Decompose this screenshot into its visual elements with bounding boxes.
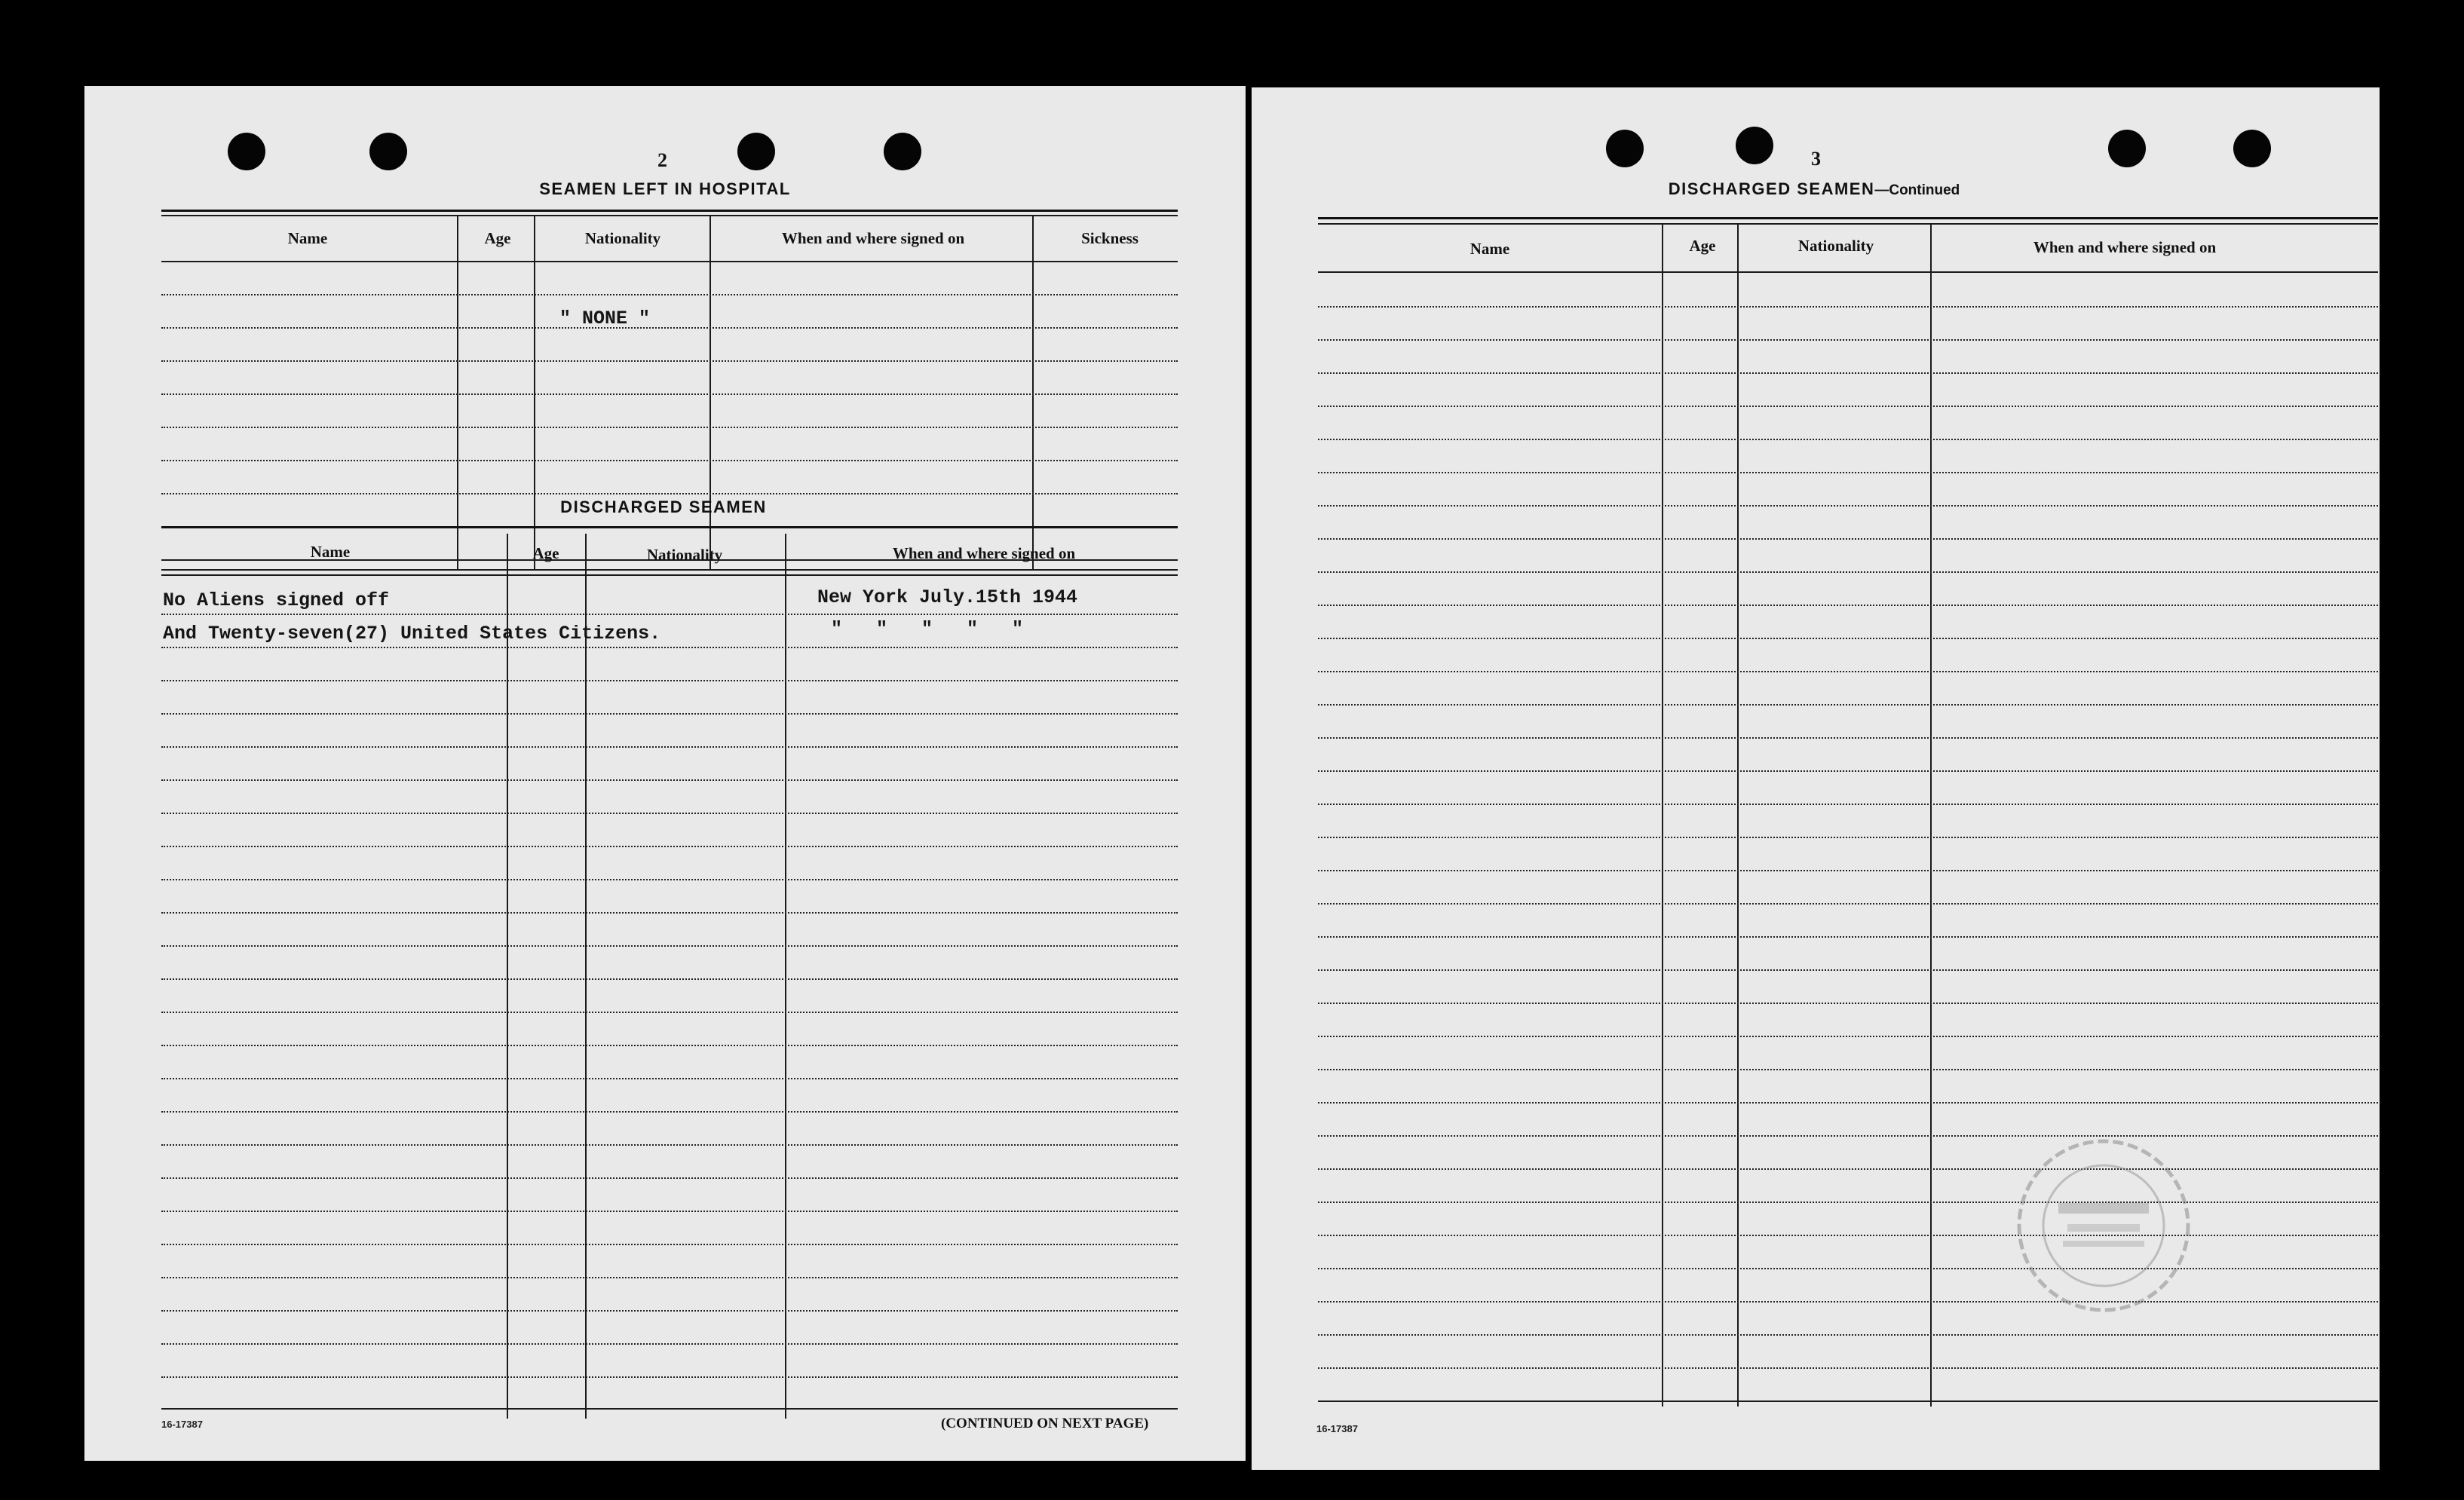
column-divider <box>534 215 535 569</box>
table-rule <box>161 215 1178 216</box>
header-rule <box>161 261 1178 262</box>
table-rule <box>1318 223 2378 225</box>
page-number: 2 <box>657 149 667 171</box>
column-divider <box>1737 223 1739 1407</box>
col-header-name: Name <box>1470 240 1510 258</box>
row-rule <box>161 1078 1178 1079</box>
table-bottom-rule <box>161 1408 1178 1410</box>
punch-hole <box>2108 130 2146 167</box>
row-rule <box>1318 1036 2378 1037</box>
column-divider <box>507 534 508 1419</box>
row-rule <box>161 460 1178 461</box>
page-number: 3 <box>1811 148 1821 170</box>
form-number: 16-17387 <box>1316 1423 1358 1434</box>
row-rule <box>161 1012 1178 1013</box>
col-header-nationality: Nationality <box>646 546 723 564</box>
row-rule <box>161 614 1178 615</box>
page-title-main: DISCHARGED SEAMEN <box>1668 179 1875 198</box>
row-rule <box>161 1177 1178 1179</box>
row-rule <box>1318 903 2378 905</box>
row-rule <box>161 1277 1178 1278</box>
hospital-section-title: SEAMEN LEFT IN HOSPITAL <box>539 179 791 198</box>
row-rule <box>161 360 1178 362</box>
row-rule <box>161 327 1178 329</box>
row-rule <box>161 1045 1178 1046</box>
col-header-sickness: Sickness <box>1081 229 1139 247</box>
row-rule <box>1318 837 2378 838</box>
row-rule <box>1318 1367 2378 1369</box>
row-rule <box>1318 870 2378 871</box>
row-rule <box>1318 704 2378 706</box>
row-rule <box>1318 372 2378 374</box>
row-rule <box>161 294 1178 295</box>
hospital-none-entry: " NONE " <box>559 308 651 329</box>
row-rule <box>1318 1069 2378 1070</box>
page-title-suffix: —Continued <box>1874 182 1960 198</box>
col-header-name: Name <box>287 229 328 247</box>
header-rule <box>161 574 1178 576</box>
row-rule <box>1318 804 2378 805</box>
row-rule <box>1318 671 2378 672</box>
row-rule <box>161 713 1178 715</box>
table-rule <box>1318 217 2378 219</box>
section-rule <box>161 569 1178 571</box>
continued-note: (CONTINUED ON NEXT PAGE) <box>941 1416 1149 1431</box>
column-divider <box>785 534 786 1419</box>
row-rule <box>161 1343 1178 1345</box>
discharged-row-when-where: " " " " " <box>831 618 1024 640</box>
row-rule <box>161 912 1178 914</box>
row-rule <box>1318 439 2378 440</box>
column-divider <box>585 534 587 1419</box>
row-rule <box>1318 605 2378 606</box>
row-rule <box>161 1144 1178 1146</box>
row-rule <box>161 746 1178 748</box>
row-rule <box>1318 770 2378 772</box>
col-header-age: Age <box>484 229 511 247</box>
row-rule <box>1318 306 2378 308</box>
punch-hole <box>369 133 407 170</box>
col-header-when-where: When and where signed on <box>892 544 1076 562</box>
row-rule <box>1318 406 2378 407</box>
row-rule <box>161 1111 1178 1113</box>
row-rule <box>161 978 1178 980</box>
punch-hole <box>2233 130 2271 167</box>
punch-hole <box>228 133 265 170</box>
row-rule <box>1318 737 2378 739</box>
row-rule <box>161 493 1178 494</box>
punch-hole <box>737 133 775 170</box>
row-rule <box>1318 1202 2378 1203</box>
row-rule <box>161 1211 1178 1212</box>
col-header-nationality: Nationality <box>584 229 661 247</box>
row-rule <box>1318 969 2378 971</box>
col-header-when-where: When and where signed on <box>2033 238 2217 256</box>
col-header-age: Age <box>1689 237 1716 255</box>
row-rule <box>1318 472 2378 473</box>
page-title <box>1669 179 1960 199</box>
column-divider <box>1032 215 1034 569</box>
row-rule <box>161 879 1178 880</box>
row-rule <box>1318 538 2378 540</box>
left-page <box>84 86 1246 1461</box>
row-rule <box>161 1244 1178 1245</box>
row-rule <box>1318 1168 2378 1170</box>
office-stamp <box>2006 1128 2202 1324</box>
discharged-row-when-where: New York July.15th 1944 <box>817 586 1078 608</box>
punch-hole <box>1606 130 1644 167</box>
row-rule <box>161 427 1178 428</box>
discharged-row-name: No Aliens signed off <box>163 589 390 611</box>
column-divider <box>457 215 458 569</box>
col-header-name: Name <box>310 543 351 561</box>
row-rule <box>161 779 1178 781</box>
row-rule <box>161 846 1178 847</box>
col-header-age: Age <box>532 544 559 562</box>
discharged-row-name: And Twenty-seven(27) United States Citizens. <box>163 623 661 644</box>
punch-hole <box>884 133 921 170</box>
punch-hole <box>1736 127 1773 164</box>
row-rule <box>161 680 1178 681</box>
row-rule <box>1318 1301 2378 1303</box>
row-rule <box>1318 1235 2378 1236</box>
row-rule <box>1318 1268 2378 1269</box>
column-divider <box>1662 223 1663 1407</box>
table-rule <box>161 210 1178 212</box>
row-rule <box>161 1376 1178 1378</box>
header-rule <box>1318 271 2378 273</box>
row-rule <box>1318 339 2378 341</box>
row-rule <box>1318 1102 2378 1104</box>
table-rule <box>161 526 1178 528</box>
row-rule <box>1318 1135 2378 1137</box>
row-rule <box>1318 638 2378 639</box>
col-header-nationality: Nationality <box>1797 237 1874 255</box>
right-page <box>1252 87 2380 1470</box>
row-rule <box>161 647 1178 648</box>
row-rule <box>161 1310 1178 1312</box>
row-rule <box>161 813 1178 814</box>
row-rule <box>1318 1334 2378 1336</box>
table-bottom-rule <box>1318 1401 2378 1402</box>
row-rule <box>1318 505 2378 507</box>
row-rule <box>161 945 1178 947</box>
row-rule <box>1318 571 2378 573</box>
form-number: 16-17387 <box>161 1419 203 1430</box>
col-header-when-where: When and where signed on <box>781 229 965 247</box>
row-rule <box>1318 1003 2378 1004</box>
column-divider <box>1930 223 1932 1407</box>
discharged-section-title: DISCHARGED SEAMEN <box>560 497 767 516</box>
row-rule <box>1318 936 2378 938</box>
row-rule <box>161 393 1178 395</box>
